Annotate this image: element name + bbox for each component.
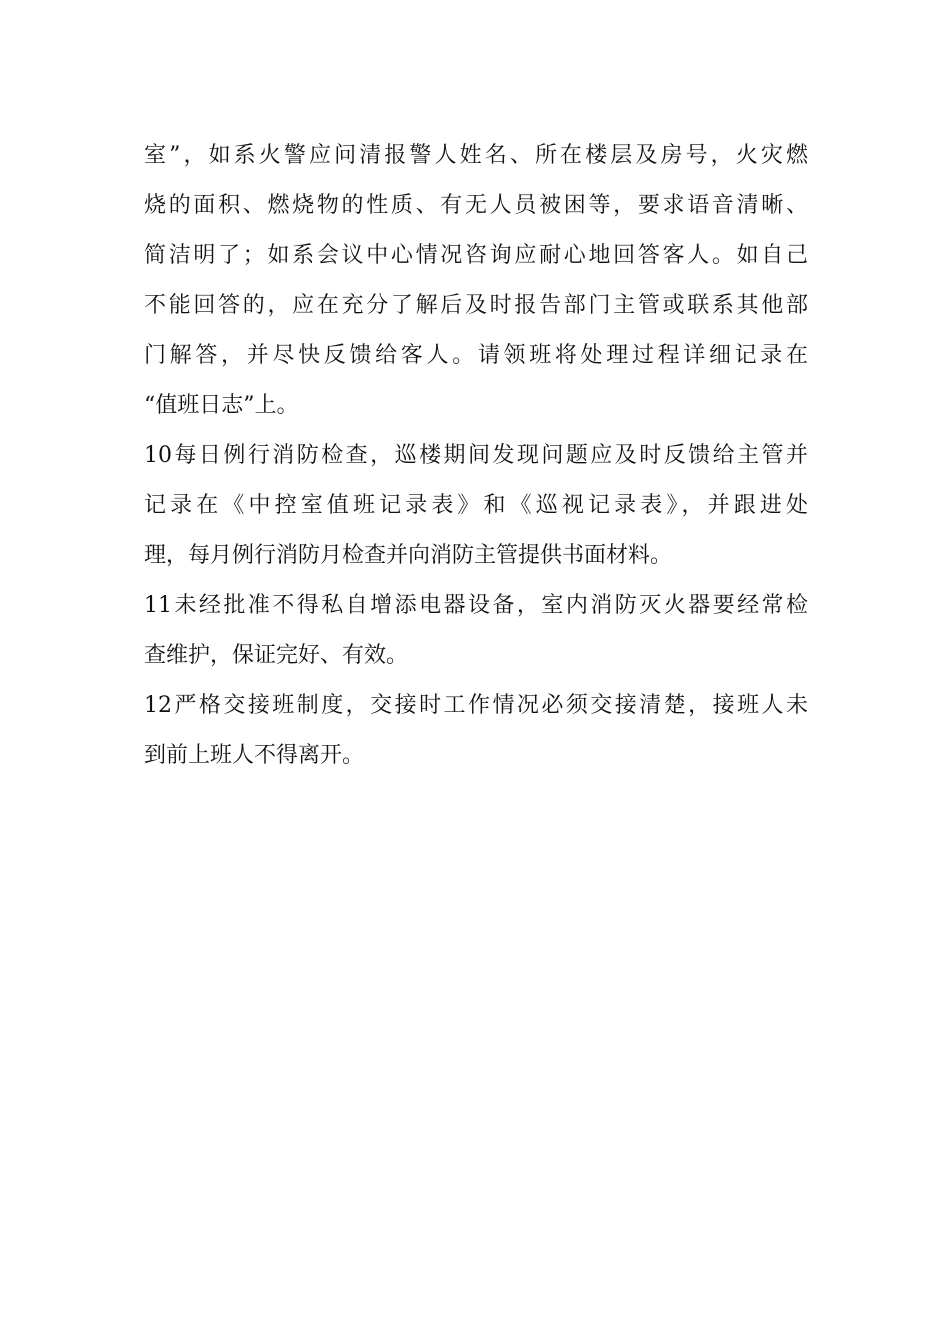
text-line: 简洁明了；如系会议中心情况咨询应耐心地回答客人。如自己	[144, 243, 808, 268]
text-line: 12严格交接班制度，交接时工作情况必须交接清楚，接班人未	[144, 693, 808, 718]
text-line: “值班日志”上。	[144, 393, 299, 418]
paragraph-receiving-calls	[144, 131, 808, 431]
text-line: 不能回答的，应在充分了解后及时报告部门主管或联系其他部	[144, 293, 808, 318]
paragraph-item-12	[144, 681, 808, 781]
paragraph-item-11	[144, 581, 808, 681]
text-line: 理，每月例行消防月检查并向消防主管提供书面材料。	[144, 543, 673, 568]
text-line: 记录在《中控室值班记录表》和《巡视记录表》，并跟进处	[144, 493, 808, 518]
text-line: 室”，如系火警应问清报警人姓名、所在楼层及房号，火灾燃	[144, 143, 808, 168]
text-line: 门解答，并尽快反馈给客人。请领班将处理过程详细记录在	[144, 343, 808, 368]
text-line: 烧的面积、燃烧物的性质、有无人员被困等，要求语音清晰、	[144, 193, 808, 218]
text-line: 10每日例行消防检查，巡楼期间发现问题应及时反馈给主管并	[144, 443, 808, 468]
document-body	[144, 131, 808, 781]
text-line: 查维护，保证完好、有效。	[144, 643, 409, 668]
paragraph-item-10	[144, 431, 808, 581]
text-line: 11未经批准不得私自增添电器设备，室内消防灭火器要经常检	[144, 593, 808, 618]
text-line: 到前上班人不得离开。	[144, 743, 365, 768]
